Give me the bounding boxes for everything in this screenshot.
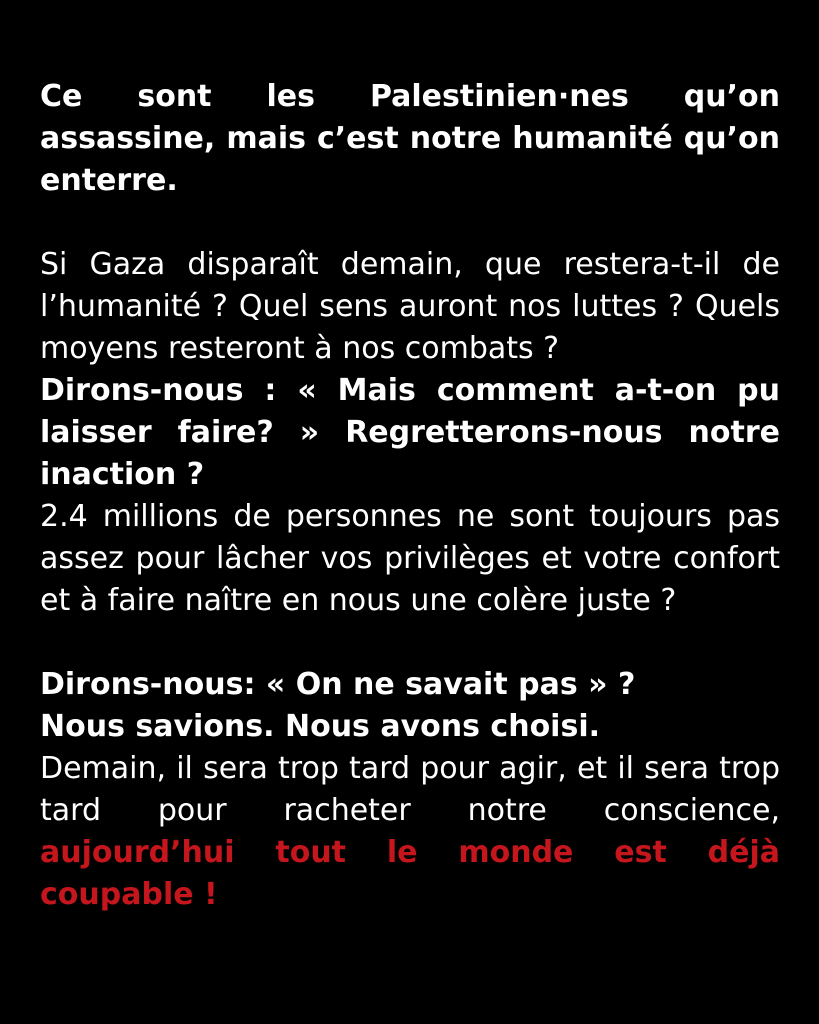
- spacer: [40, 622, 780, 664]
- nous-savions-line: Nous savions. Nous avons choisi.: [40, 709, 600, 744]
- dirons-nous-question-paragraph: Dirons-nous : « Mais comment a-t-on pu laisser faire? » Regretterons-nous notre inaction ?: [40, 373, 780, 492]
- coupable-paragraph: aujourd’hui tout le monde est déjà coupable !: [40, 835, 780, 912]
- spacer: [40, 202, 780, 244]
- intro-paragraph: Ce sont les Palestinien·nes qu’on assassine, mais c’est notre humanité qu’on enterre.: [40, 79, 780, 198]
- demain-paragraph: Demain, il sera trop tard pour agir, et il sera trop tard pour racheter notre conscience,: [40, 751, 780, 828]
- millions-paragraph: 2.4 millions de personnes ne sont toujours pas assez pour lâcher vos privilèges et votre confort et à faire naître en nous une colère juste ?: [40, 499, 780, 618]
- dirons-nous-savait-line: Dirons-nous: « On ne savait pas » ?: [40, 667, 636, 702]
- text-card: [40, 76, 780, 916]
- questions-paragraph: Si Gaza disparaît demain, que restera-t-il de l’humanité ? Quel sens auront nos luttes ? Quels moyens resteront à nos combats ?: [40, 247, 780, 366]
